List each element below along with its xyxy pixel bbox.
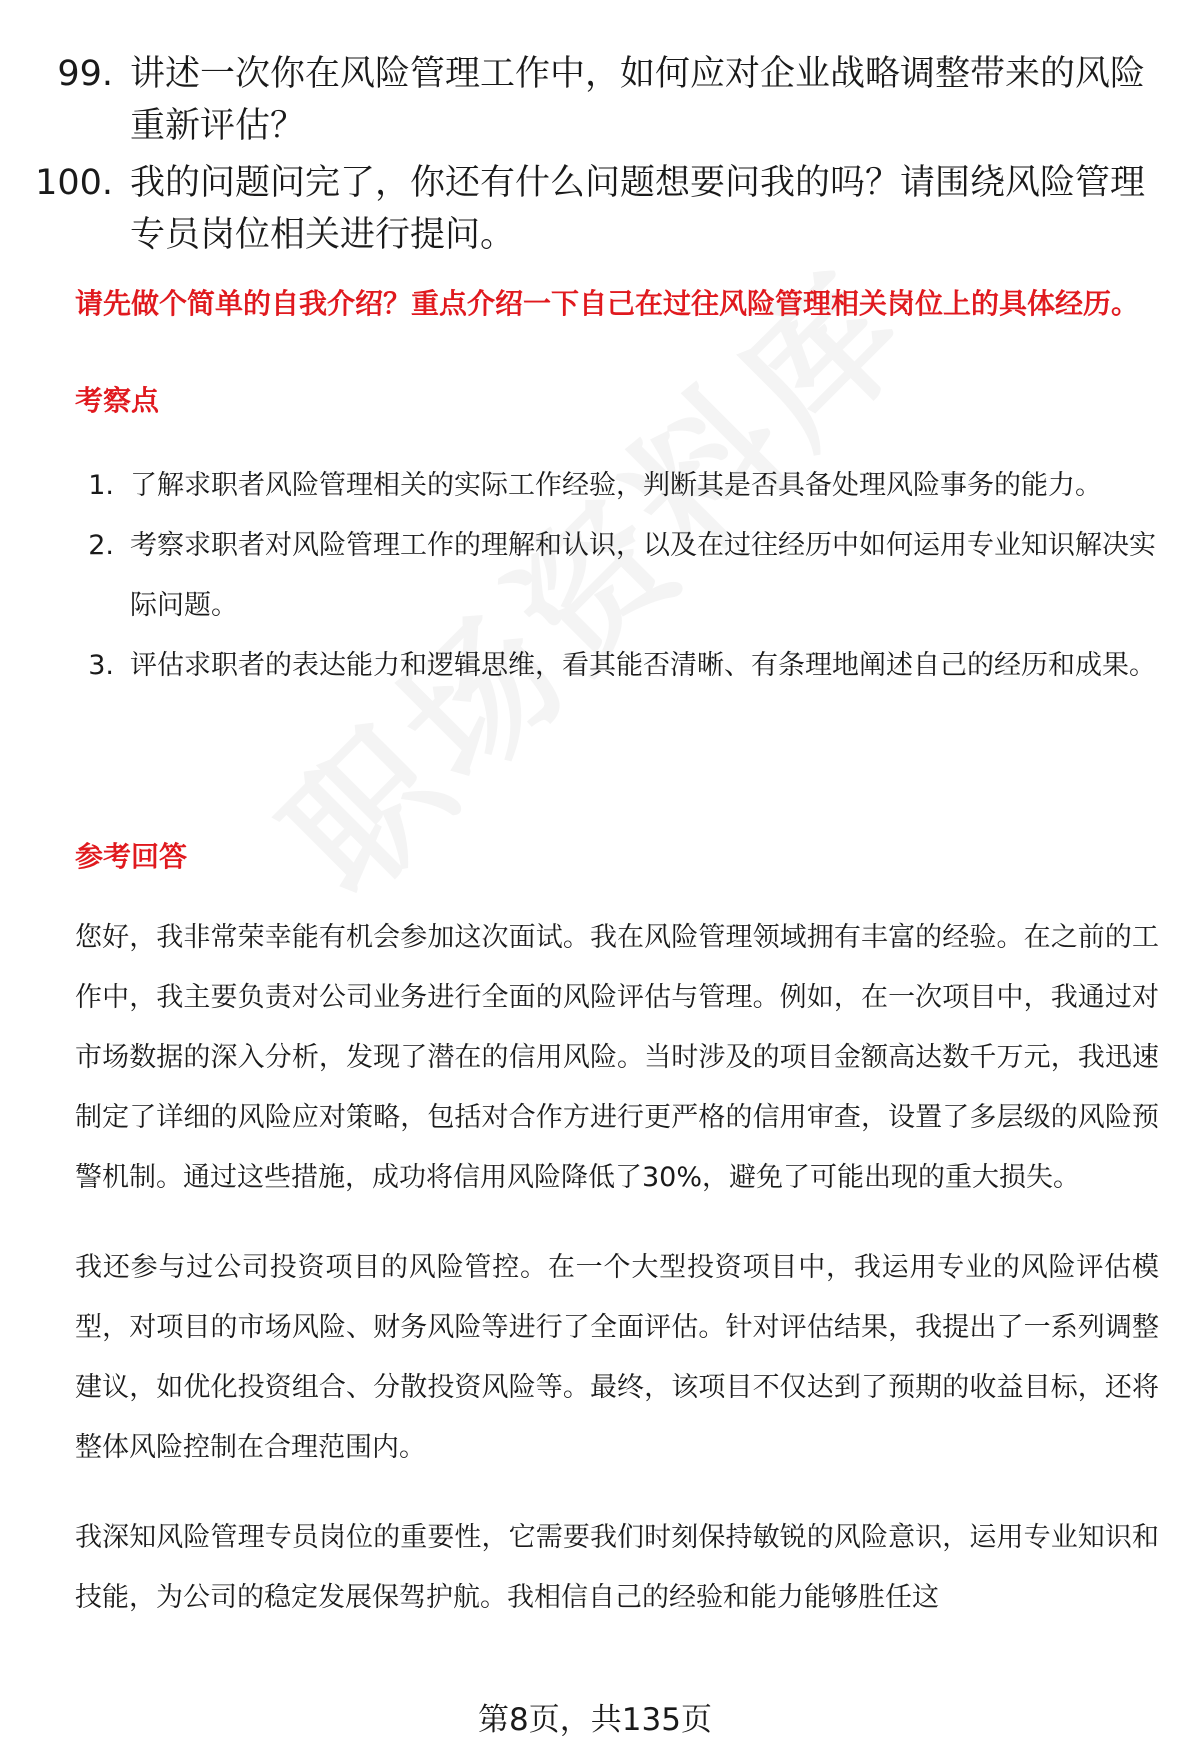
evaluation-points-list	[0, 456, 1190, 696]
list-item-number: 2.	[88, 530, 114, 561]
list-item-number: 1.	[88, 470, 114, 501]
question-item	[0, 157, 1190, 261]
list-item-text: 了解求职者风险管理相关的实际工作经验，判断其是否具备处理风险事务的能力。	[130, 470, 1102, 501]
question-text: 讲述一次你在风险管理工作中，如何应对企业战略调整带来的风险重新评估？	[130, 54, 1146, 146]
section-heading-points: 考察点	[75, 384, 160, 417]
answer-paragraph: 您好，我非常荣幸能有机会参加这次面试。我在风险管理领域拥有丰富的经验。在之前的工作中，我主要负责对公司业务进行全面的风险评估与管理。例如，在一次项目中，我通过对市场数据的深入分析，发现了潜在的信用风险。当时涉及的项目金额高达数千万元，我迅速制定了详细的风险应对策略，包括对合作方进行更严格的信用审查，设置了多层级的风险预警机制。通过这些措施，成功将信用风险降低了30%，避免了可能出现的重大损失。	[75, 922, 1159, 1193]
reference-answer	[75, 908, 1159, 1658]
question-text: 我的问题问完了，你还有什么问题想要问我的吗？请围绕风险管理专员岗位相关进行提问。	[130, 163, 1146, 255]
list-item-text: 考察求职者对风险管理工作的理解和认识，以及在过往经历中如何运用专业知识解决实际问题。	[130, 530, 1156, 621]
main-question-heading: 请先做个简单的自我介绍？重点介绍一下自己在过往风险管理相关岗位上的具体经历。	[75, 287, 1140, 320]
answer-paragraph: 我还参与过公司投资项目的风险管控。在一个大型投资项目中，我运用专业的风险评估模型，对项目的市场风险、财务风险等进行了全面评估。针对评估结果，我提出了一系列调整建议，如优化投资组合、分散投资风险等。最终，该项目不仅达到了预期的收益目标，还将整体风险控制在合理范围内。	[75, 1252, 1159, 1463]
list-item-number: 3.	[88, 650, 114, 681]
list-item	[0, 516, 1190, 636]
section-heading-answer: 参考回答	[75, 840, 188, 873]
list-item	[0, 636, 1190, 696]
list-item-text: 评估求职者的表达能力和逻辑思维，看其能否清晰、有条理地阐述自己的经历和成果。	[130, 650, 1156, 681]
question-list	[0, 48, 1190, 266]
question-number: 99.	[57, 54, 113, 94]
question-item	[0, 48, 1190, 152]
answer-paragraph: 我深知风险管理专员岗位的重要性，它需要我们时刻保持敏锐的风险意识，运用专业知识和技能，为公司的稳定发展保驾护航。我相信自己的经验和能力能够胜任这	[75, 1522, 1159, 1613]
list-item	[0, 456, 1190, 516]
page-footer: 第8页，共135页	[478, 1702, 712, 1738]
question-number: 100.	[35, 163, 113, 203]
